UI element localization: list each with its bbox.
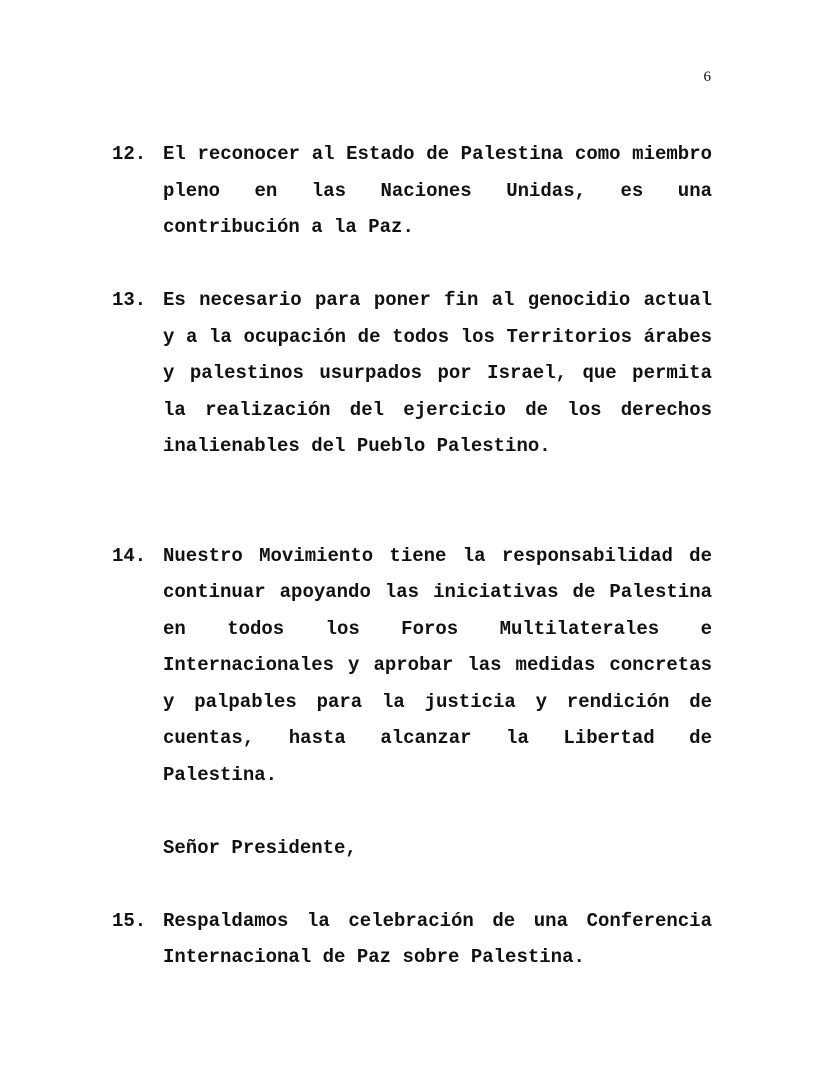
paragraph-number: 15.: [112, 909, 147, 932]
paragraph-text: El reconocer al Estado de Palestina como miembro pleno en las Naciones Unidas, es una contribución a la Paz.: [163, 143, 712, 238]
paragraph-text: Respaldamos la celebración de una Conferencia Internacional de Paz sobre Palestina.: [163, 909, 712, 968]
paragraph-15: [112, 903, 712, 976]
paragraph-12: [112, 136, 712, 246]
salutation: Señor Presidente,: [163, 836, 357, 859]
paragraph-number: 14.: [112, 544, 147, 567]
page-number: 6: [703, 69, 711, 85]
paragraph-number: 12.: [112, 143, 147, 165]
paragraph-text: Nuestro Movimiento tiene la responsabilidad de continuar apoyando las iniciativas de Palestina en todos los Foros Multilaterales e Internacionales y aprobar las medidas concretas y palpables para la justicia y rendición de cuentas, hasta alcanzar la Libertad de Palestina.: [163, 544, 712, 786]
paragraph-text: Es necesario para poner fin al genocidio actual y a la ocupación de todos los Territorios árabes y palestinos usurpados por Israel, que permita la realización del ejercicio de los derechos inalienables del Pueblo Palestino.: [163, 289, 712, 457]
document-body: [112, 136, 712, 976]
paragraph-number: 13.: [112, 289, 147, 311]
paragraph-13: [112, 282, 712, 465]
paragraph-14: [112, 538, 712, 794]
